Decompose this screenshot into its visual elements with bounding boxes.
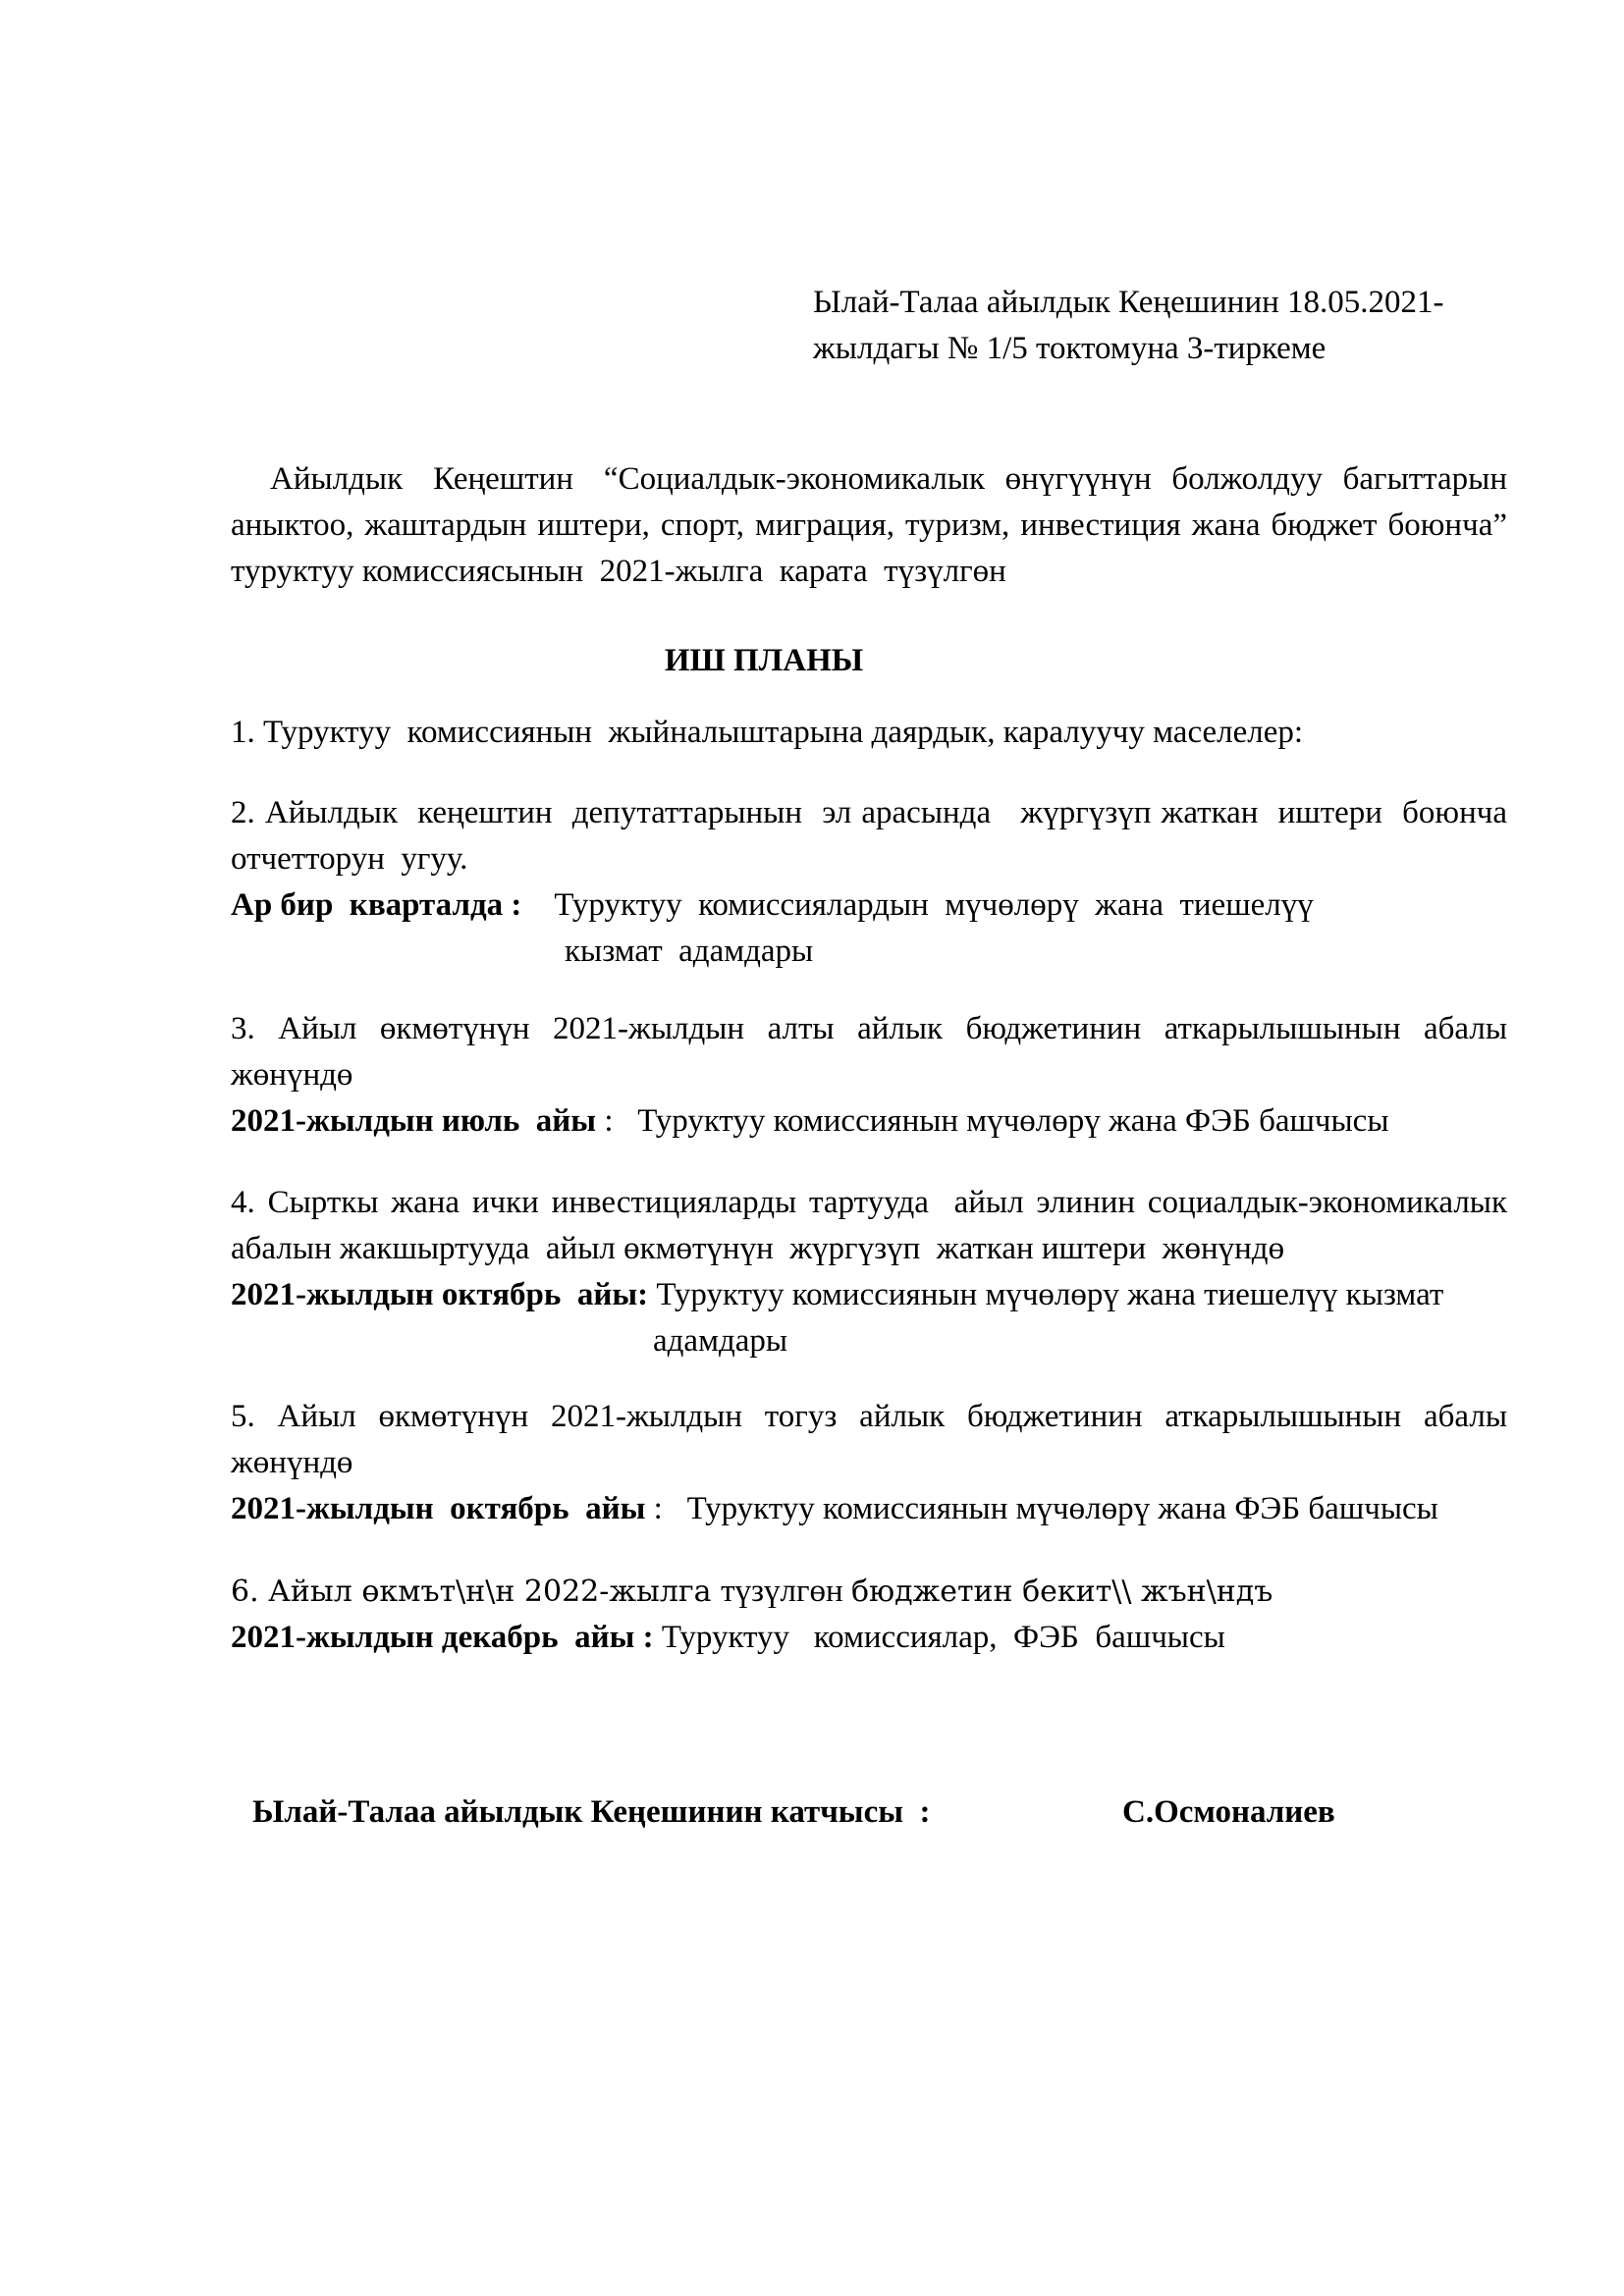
- item-5-schedule-label: 2021-жылдын октябрь айы: [231, 1491, 646, 1526]
- reference-line-1: Ылай-Талаа айылдык Кеңешинин 18.05.2021-: [813, 285, 1444, 320]
- item-4-text-line-1: 4. Сырткы жана ички инвестицияларды тартууда айыл элинин социалдык-экономикалык: [231, 1185, 1507, 1220]
- item-2-schedule-continuation: кызмат адамдары: [565, 934, 814, 969]
- item-6-text-seg-2: түзүлгөн: [721, 1574, 851, 1609]
- plan-item-3: [231, 1006, 1507, 1145]
- item-6-text-seg-3: бюджетин бекит\\ жън\ндъ: [850, 1575, 1273, 1609]
- document-title: ИШ ПЛАНЫ: [664, 643, 864, 678]
- item-4-schedule-continuation: адамдары: [653, 1323, 788, 1359]
- plan-item-6: [231, 1569, 1507, 1661]
- plan-item-1: [231, 710, 1507, 756]
- intro-line-3: туруктуу комиссиясынын 2021-жылга карата түзүлгөн: [231, 554, 1006, 589]
- item-6-text: [231, 1569, 1507, 1615]
- item-6-text-seg-1: 6. Айыл өкмът\н\н 2022-жылга: [231, 1575, 722, 1609]
- intro-line-1: Айылдык Кеңештин “Социалдык-экономикалык өнүгүүнүн болжолдуу багыттарын: [270, 461, 1507, 497]
- item-5-schedule-rest: : Туруктуу комиссиянын мүчөлөрү жана ФЭБ башчысы: [645, 1491, 1438, 1526]
- item-5-text-line-2: жөнүндө: [231, 1445, 353, 1480]
- intro-paragraph: [231, 456, 1507, 595]
- reference-line-2: жылдагы № 1/5 токтомуна 3-тиркеме: [813, 331, 1326, 366]
- signature-name: С.Осмоналиев: [1122, 1794, 1335, 1830]
- item-2-text-line-2: отчетторун угуу.: [231, 841, 468, 877]
- item-3-schedule: [231, 1098, 1507, 1145]
- item-3-schedule-label: 2021-жылдын июль айы: [231, 1103, 597, 1139]
- item-5-text-line-1: 5. Айыл өкмөтүнүн 2021-жылдын тогуз айлык бюджетинин аткарылышынын абалы: [231, 1399, 1507, 1434]
- item-4-schedule-rest: Туруктуу комиссиянын мүчөлөрү жана тиешелүү кызмат: [648, 1277, 1444, 1312]
- signature-label: Ылай-Талаа айылдык Кеңешинин катчысы :: [252, 1794, 931, 1830]
- item-2-schedule: [231, 882, 1507, 929]
- item-3-schedule-rest: : Туруктуу комиссиянын мүчөлөрү жана ФЭБ башчысы: [596, 1103, 1389, 1139]
- item-3-text-line-2: жөнүндө: [231, 1057, 353, 1093]
- item-4-schedule-label: 2021-жылдын октябрь айы:: [231, 1277, 649, 1312]
- item-4-schedule: [231, 1272, 1507, 1318]
- item-2-text-line-1: 2. Айылдык кеңештин депутаттарынын эл арасында жүргүзүп жаткан иштери боюнча: [231, 795, 1507, 830]
- item-6-schedule-label: 2021-жылдын декабрь айы :: [231, 1620, 654, 1655]
- item-2-schedule-rest: Туруктуу комиссиялардын мүчөлөрү жана тиешелүү: [521, 887, 1314, 923]
- item-3-text-line-1: 3. Айыл өкмөтүнүн 2021-жылдын алты айлык бюджетинин аткарылышынын абалы: [231, 1011, 1507, 1046]
- plan-item-2: [231, 790, 1507, 975]
- plan-item-4: [231, 1180, 1507, 1364]
- signature-row: [231, 1789, 1507, 1836]
- plan-item-5: [231, 1394, 1507, 1532]
- reference-block: [813, 280, 1507, 372]
- item-1-text: 1. Туруктуу комиссиянын жыйналыштарына даярдык, каралуучу маселелер:: [231, 715, 1304, 750]
- item-6-schedule: [231, 1615, 1507, 1661]
- item-6-schedule-rest: Туруктуу комиссиялар, ФЭБ башчысы: [653, 1620, 1225, 1655]
- intro-line-2: аныктоо, жаштардын иштери, спорт, миграция, туризм, инвестиция жана бюджет боюнча”: [231, 507, 1507, 543]
- item-2-schedule-label: Ар бир кварталда :: [231, 887, 522, 923]
- item-4-text-line-2: абалын жакшыртууда айыл өкмөтүнүн жүргүзүп жаткан иштери жөнүндө: [231, 1231, 1285, 1266]
- item-5-schedule: [231, 1486, 1507, 1532]
